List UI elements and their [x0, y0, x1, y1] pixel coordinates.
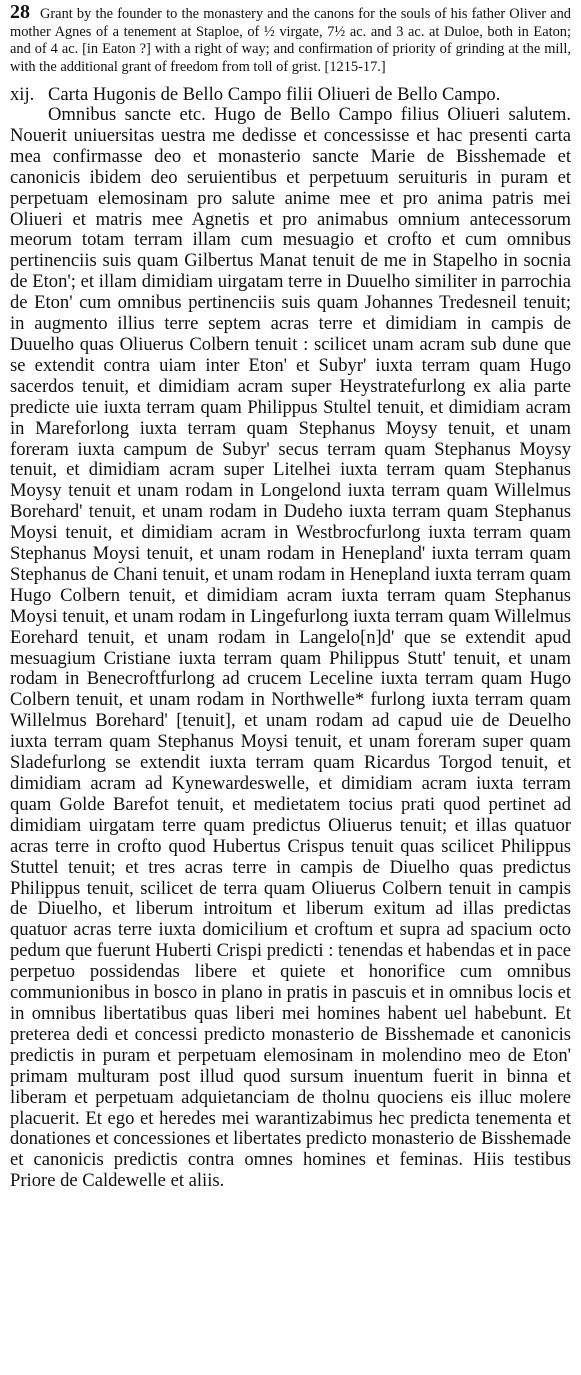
charter-body — [10, 105, 571, 1192]
entry-headnote — [10, 1, 571, 76]
charter-title-text: Carta Hugonis de Bello Campo filii Olіueri de Bello Campo. — [48, 84, 501, 105]
headnote-text: Grant by the founder to the monastery and the canons for the souls of his father Oliver and mother Agnes of a tenement at Staploe, of ½ virgate, 7½ ac. and 3 ac. at Duloe, both in Eaton; and of 4 ac. [in Eaton ?] with a right of way; and confirmation of priority of grinding at the mill, with the additional grant of freedom from toll of grist. [1215-17.] — [10, 6, 571, 75]
entry-number: 28 — [10, 1, 30, 23]
charter-body-text: Omnibus sancte etc. Hugo de Bello Campo filius Olіueri salutem. Nouerit uniuersitas uestra me dedisse et concessisse et hac presenti carta mea confirmasse deo et monasterio sancte Marie de Bisshemade et canonicis ibidem deo seruientibus et perpetuum seruituris in puram et perpetuam elemosinam pro salute anime mee et pro anima patris mei Olіueri et matris mee Agnetis et pro animabus omnium antecessorum meorum totam terram illam cum mesuagio et crofto et cum omnibus pertinenciis suis quam Gilbertus Manat tenuit de me in Stapelho in socnia de Eton'; et illam dimidiam uirgatam terre in Duuelho similiter in parrochia de Eton' cum omnibus pertinenciis suis quam Johannes Tredesneil tenuit; in augmento illius terre septem acras terre et dimidiam in campis de Duuelho quas Oliuerus Colbern tenuit : scilicet unam acram sub dune que se extendit contra uiam inter Eton' et Subyr' iuxta terram quam Hugo sacerdos tenuit, et dimidiam acram super Heystratefurlong ex alia parte predicte uie iuxta terram quam Philippus Stultel tenuit, et dimidiam acram in Mareforlong iuxta terram quam Stephanus Moysy tenuit, et unam foreram iuxta campum de Subyr' secus terram quam Stephanus Moysy tenuit, et dimidiam acram super Litelhei iuxta terram quam Stephanus Moysy tenuit et unam rodam in Longelond iuxta terram quam Willelmus Borehard' tenuit, et unam rodam in Dudeho iuxta terram quam Stephanus Moysi tenuit, et dimidiam acram in Westbrocfurlong iuxta terram quam Stephanus Moysi tenuit, et unam rodam in Henepland' iuxta terram quam Stephanus de Chani tenuit, et unam rodam in Henepland iuxta terram quam Hugo Colbern tenuit, et dimidiam acram iuxta terram quam Stephanus Moysi tenuit, et unam rodam in Lingefurlong iuxta terram quam Willelmus Eorehard tenuit, et unam rodam in Langelo[n]d' que se extendit apud mesuagium Cristiane iuxta terram quam Philippus Stutt' tenuit, et unam rodam in Benecroftfurlong ad crucem Leceline iuxta terram quam Hugo Colbern tenuit, et unam rodam in Northwelle* furlong iuxta terram quam Willelmus Borehard' [tenuit], et unam rodam ad capud uie de Deuelho iuxta terram quam Stephanus Moysi tenuit, et unam foreram super quam Sladefurlong se extendit iuxta terram quam Ricardus Torgod tenuit, et dimidiam acram ad Kynewardeswelle, et dimidiam acram iuxta terram quam Golde Barefot tenuit, et medietatem tocius prati quod pertinet ad dimidiam uirgatam terre quam predictus Oliuerus tenuit; et illas quatuor acras terre in crofto quod Hubertus Crispus tenuit quas scilicet Philippus Stuttel tenuit; et tres acras terre in campis de Diuelho quas predictus Philippus tenuit, scilicet de terra quam Oliuerus Colbern tenuit in campis de Diuelho, et liberum introitum et liberum exitum ad illas predictas quatuor acras terre iuxta domicilium et croftum et supra ad spacium octo pedum que fuerunt Huberti Crispi predicti : tenendas et habendas et in pace perpetuo possidendas libere et quiete et honorifice cum omnibus communionibus in bosco in plano in pratis in pascuis et in omnibus locis et in omnibus libertatibus quas liberi mei homines habent uel habebunt. Et preterea dedi et concessi predicto monasterio de Bisshemade et canonicis predictis in puram et perpetuam elemosinam in molendino meo de Eton' primam multuram post illud quod sursum inuentum fuerit in binna et liberam et perpetuam adquietanciam de tholnu quociens eis illuc molere placuerit. Et ego et heredes mei warantizabimus hec predicta tenementa et donationes et concessiones et libertates predicto monasterio de Bisshemade et canonicis predictis contra omnes homines et feminas. Hiis testibus Priore de Caldewelle et aliis. — [10, 104, 571, 1192]
charter-title — [10, 84, 571, 105]
charter-roman-numeral: xij. — [10, 84, 35, 105]
